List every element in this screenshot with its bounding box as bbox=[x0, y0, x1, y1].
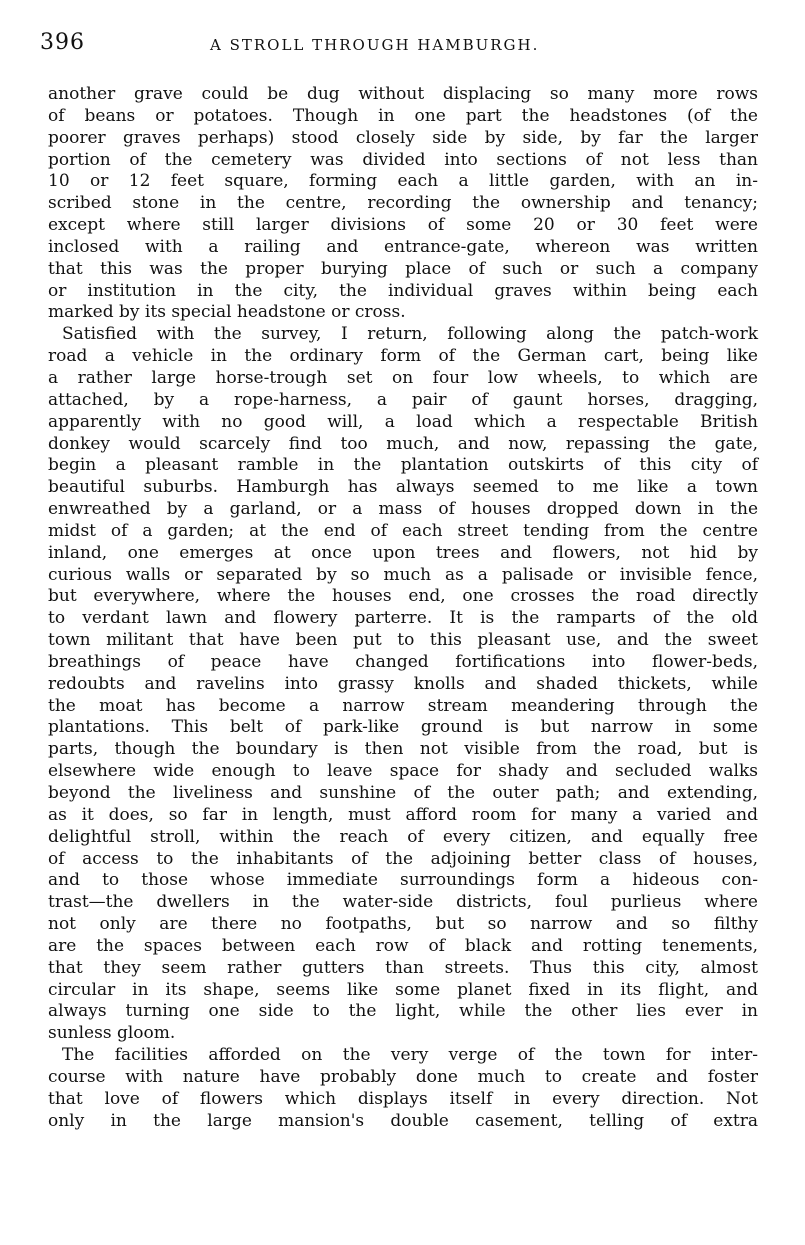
body-text bbox=[48, 84, 758, 1133]
text-line: but everywhere, where the houses end, one crosses the road directly bbox=[48, 586, 758, 607]
text-line: only in the large mansion's double casement, telling of extra bbox=[48, 1110, 758, 1131]
text-line: road a vehicle in the ordinary form of the German cart, being like bbox=[48, 346, 758, 367]
text-line: inclosed with a railing and entrance-gate, whereon was written bbox=[48, 236, 758, 257]
text-line: poorer graves perhaps) stood closely side by side, by far the larger bbox=[48, 127, 758, 148]
text-line: breathings of peace have changed fortifications into flower-beds, bbox=[48, 651, 758, 672]
text-line: begin a pleasant ramble in the plantation outskirts of this city of bbox=[48, 455, 758, 476]
text-line: of access to the inhabitants of the adjoining better class of houses, bbox=[48, 848, 758, 869]
text-line: or institution in the city, the individual graves within being each bbox=[48, 280, 758, 301]
text-line: and to those whose immediate surroundings form a hideous con- bbox=[48, 870, 758, 891]
text-line: are the spaces between each row of black and rotting tenements, bbox=[48, 935, 758, 956]
text-line: beautiful suburbs. Hamburgh has always seemed to me like a town bbox=[48, 477, 758, 498]
text-line: 10 or 12 feet square, forming each a little garden, with an in- bbox=[48, 171, 758, 192]
text-line: that this was the proper burying place of such or such a company bbox=[48, 258, 758, 279]
text-line: enwreathed by a garland, or a mass of houses dropped down in the bbox=[48, 499, 758, 520]
text-line: town militant that have been put to this pleasant use, and the sweet bbox=[48, 630, 758, 651]
text-line: circular in its shape, seems like some planet fixed in its flight, and bbox=[48, 979, 758, 1000]
text-line: apparently with no good will, a load which a respectable British bbox=[48, 411, 758, 432]
text-line: always turning one side to the light, while the other lies ever in bbox=[48, 1001, 758, 1022]
text-line: scribed stone in the centre, recording the ownership and tenancy; bbox=[48, 193, 758, 214]
text-line: of beans or potatoes. Though in one part the headstones (of the bbox=[48, 105, 758, 126]
text-line: beyond the liveliness and sunshine of the outer path; and extending, bbox=[48, 783, 758, 803]
text-line: to verdant lawn and flowery parterre. It is the ramparts of the old bbox=[48, 608, 758, 629]
running-title: A STROLL THROUGH HAMBURGH. bbox=[210, 36, 540, 54]
text-line: sunless gloom. bbox=[48, 1023, 176, 1044]
text-line: portion of the cemetery was divided into sections of not less than bbox=[48, 149, 758, 170]
text-line: elsewhere wide enough to leave space for shady and secluded walks bbox=[48, 761, 758, 782]
text-line: delightful stroll, within the reach of every citizen, and equally free bbox=[48, 826, 758, 847]
text-line: Satisfied with the survey, I return, following along the patch-work bbox=[62, 324, 758, 345]
text-line: not only are there no footpaths, but so narrow and so filthy bbox=[48, 914, 758, 935]
page-header bbox=[40, 30, 780, 66]
text-line: midst of a garden; at the end of each street tending from the centre bbox=[48, 520, 758, 541]
text-line: another grave could be dug without displacing so many more rows bbox=[48, 84, 758, 104]
text-line: marked by its special headstone or cross. bbox=[48, 302, 406, 323]
text-line: redoubts and ravelins into grassy knolls and shaded thickets, while bbox=[48, 673, 758, 694]
page-number: 396 bbox=[40, 30, 85, 55]
text-line: except where still larger divisions of some 20 or 30 feet were bbox=[48, 215, 758, 236]
text-line: the moat has become a narrow stream meandering through the bbox=[48, 695, 758, 716]
text-line: donkey would scarcely find too much, and now, repassing the gate, bbox=[48, 433, 758, 454]
text-line: that they seem rather gutters than streets. Thus this city, almost bbox=[48, 957, 758, 978]
text-line: The facilities afforded on the very verge of the town for inter- bbox=[62, 1045, 758, 1066]
text-line: parts, though the boundary is then not visible from the road, but is bbox=[48, 739, 758, 760]
text-line: a rather large horse-trough set on four low wheels, to which are bbox=[48, 367, 758, 388]
text-line: trast—the dwellers in the water-side districts, foul purlieus where bbox=[48, 892, 758, 913]
text-line: course with nature have probably done much to create and foster bbox=[48, 1066, 758, 1087]
text-line: attached, by a rope-harness, a pair of gaunt horses, dragging, bbox=[48, 389, 758, 410]
text-line: inland, one emerges at once upon trees and flowers, not hid by bbox=[48, 542, 758, 563]
text-line: as it does, so far in length, must afford room for many a varied and bbox=[48, 804, 758, 825]
text-line: plantations. This belt of park-like ground is but narrow in some bbox=[48, 717, 758, 738]
text-line: curious walls or separated by so much as a palisade or invisible fence, bbox=[48, 564, 758, 585]
text-line: that love of flowers which displays itself in every direction. Not bbox=[48, 1088, 758, 1109]
